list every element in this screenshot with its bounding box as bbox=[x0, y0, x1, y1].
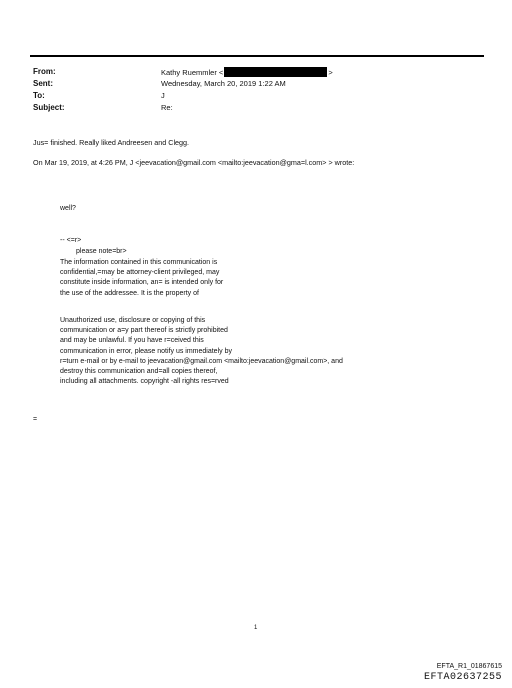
subject-value: Re: bbox=[161, 103, 173, 112]
disclaimer-line: destroy this communication and=all copies thereof, bbox=[60, 367, 218, 375]
disclaimer-paragraph-1 bbox=[60, 258, 223, 299]
signature-note: please note=br> bbox=[76, 248, 127, 255]
quoted-attribution: On Mar 19, 2019, at 4:26 PM, J <jeevacation@gmail.com <mailto:jeevacation@gma=l.com> > wrote: bbox=[33, 158, 355, 167]
bates-number-large: EFTA02637255 bbox=[423, 672, 502, 683]
to-value: J bbox=[161, 91, 165, 100]
sent-label: Sent: bbox=[33, 79, 53, 88]
to-label: To: bbox=[33, 91, 45, 100]
disclaimer-line: including all attachments. copyright -all rights res=rved bbox=[60, 378, 229, 386]
header-rule bbox=[30, 55, 484, 57]
bates-number-small: EFTA_R1_01867615 bbox=[436, 663, 502, 670]
sent-value: Wednesday, March 20, 2019 1:22 AM bbox=[161, 79, 286, 88]
disclaimer-line: Unauthorized use, disclosure or copying of this bbox=[60, 317, 206, 324]
subject-label: Subject: bbox=[33, 103, 65, 112]
disclaimer-line: communication in error, please notify us immediately by bbox=[60, 347, 232, 355]
reply-line: Jus= finished. Really liked Andreesen and Clegg. bbox=[33, 138, 190, 147]
disclaimer-line: and may be unlawful. If you have r=ceived this bbox=[60, 337, 204, 345]
redaction-box bbox=[224, 67, 327, 77]
disclaimer-line: r=turn e-mail or by e-mail to jeevacation@gmail.com <mailto:jeevacation@gmail.com>, and bbox=[60, 357, 343, 365]
from-name: Kathy Ruemmler < bbox=[161, 68, 224, 77]
disclaimer-line: the use of the addressee. It is the property of bbox=[60, 289, 199, 297]
trailing-equals: = bbox=[33, 416, 38, 423]
quoted-well: well? bbox=[60, 205, 76, 212]
disclaimer-line: confidential,=may be attorney-client privileged, may bbox=[60, 269, 220, 277]
disclaimer-paragraph-2 bbox=[60, 316, 343, 387]
from-label: From: bbox=[33, 67, 56, 76]
from-tail: > bbox=[328, 68, 333, 77]
disclaimer-line: communication or a=y part thereof is strictly prohibited bbox=[60, 327, 228, 335]
page-number: 1 bbox=[254, 625, 258, 631]
from-value bbox=[161, 67, 333, 77]
disclaimer-line: The information contained in this communication is bbox=[60, 259, 218, 266]
signature-dash: -- <=r> bbox=[60, 237, 82, 244]
disclaimer-line: constitute inside information, an= is intended only for bbox=[60, 279, 224, 287]
